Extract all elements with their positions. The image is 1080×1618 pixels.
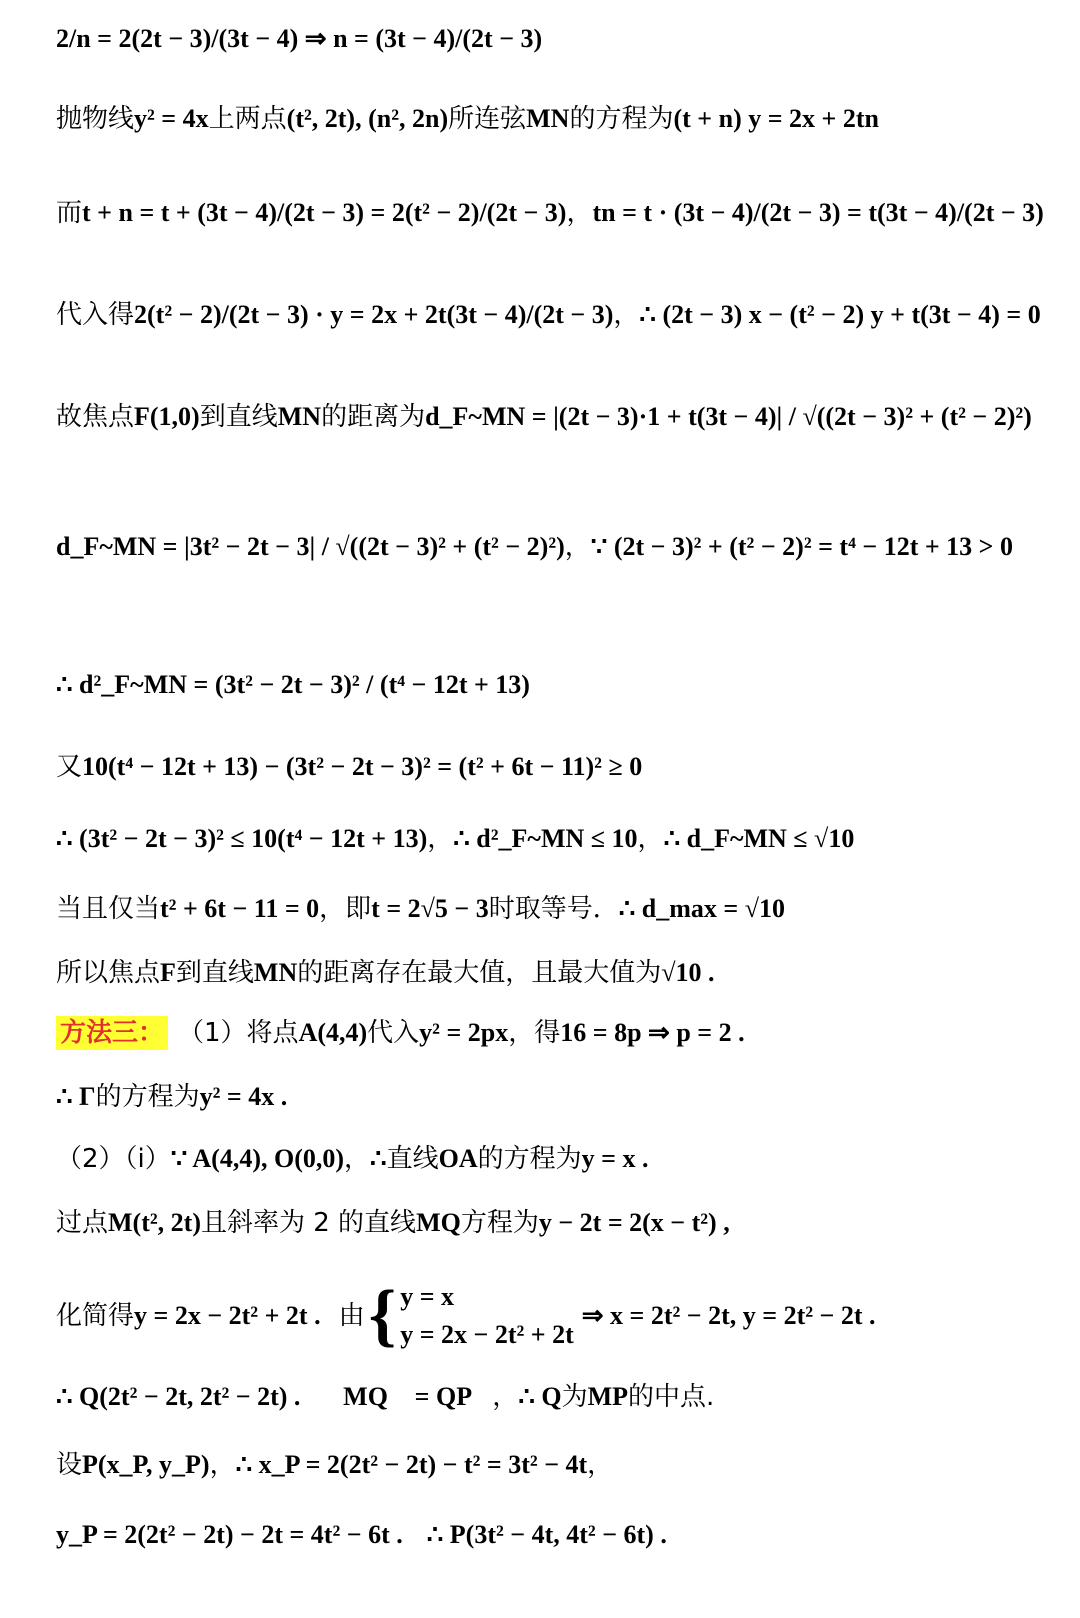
text: ， bbox=[427, 824, 454, 854]
math: ∴ x_P = 2(2t² − 2t) − t² = 3t² − 4t bbox=[235, 1450, 588, 1479]
text: 又 bbox=[56, 752, 83, 782]
math: OA bbox=[438, 1144, 478, 1173]
text: 故焦点 bbox=[56, 402, 135, 432]
text: ， bbox=[492, 1382, 519, 1412]
math: ∴ Γ bbox=[56, 1082, 96, 1111]
text: 到直线 bbox=[175, 958, 254, 988]
text: 为 bbox=[561, 1382, 588, 1412]
text: 化简得 bbox=[56, 1301, 135, 1331]
text: ，即 bbox=[319, 894, 372, 924]
text: （1）将点 bbox=[178, 1018, 299, 1048]
text: 抛物线 bbox=[56, 104, 135, 134]
math: 10(t⁴ − 12t + 13) − (3t² − 2t − 3)² = (t² + 6t − 11)² ≥ 0 bbox=[82, 752, 643, 781]
math: MN bbox=[526, 104, 570, 133]
text: 且斜率为 2 的直线 bbox=[200, 1208, 417, 1238]
text: 的距离为 bbox=[321, 402, 426, 432]
text: 代入得 bbox=[56, 300, 135, 330]
math: tn = t · (3t − 4)/(2t − 3) = t(3t − 4)/(2t − 3) bbox=[592, 198, 1044, 227]
text: ， bbox=[564, 532, 591, 562]
math: MP bbox=[587, 1382, 629, 1411]
math: F bbox=[160, 958, 176, 987]
line-13 bbox=[56, 1080, 1060, 1114]
math: ∴ Q bbox=[518, 1382, 562, 1411]
text: ， bbox=[587, 1450, 614, 1480]
math: ∴ d²_F~MN = (3t² − 2t − 3)² / (t⁴ − 12t + 13) bbox=[56, 670, 530, 699]
text: 的距离存在最大值，且最大值为 bbox=[297, 958, 662, 988]
text: 的方程为 bbox=[477, 1144, 582, 1174]
math: y_P = 2(2t² − 2t) − 2t = 4t² − 6t . bbox=[56, 1520, 403, 1549]
line-7 bbox=[56, 668, 1060, 702]
text: 代入 bbox=[367, 1018, 420, 1048]
text: ，得 bbox=[508, 1018, 561, 1048]
math: t² + 6t − 11 = 0 bbox=[160, 894, 320, 923]
text: 到直线 bbox=[199, 402, 278, 432]
math: d_F~MN = |(2t − 3)·1 + t(3t − 4)| / √((2t − 3)² + (t² − 2)²) bbox=[425, 402, 1032, 431]
line-6 bbox=[56, 530, 1060, 564]
math: ∴ Q(2t² − 2t, 2t² − 2t) . bbox=[56, 1382, 301, 1411]
line-5 bbox=[56, 400, 1060, 434]
math: ∴ d_max = √10 bbox=[618, 894, 785, 923]
text: 当且仅当 bbox=[56, 894, 161, 924]
math: F(1,0) bbox=[134, 402, 200, 431]
line-9 bbox=[56, 822, 1060, 856]
text: 时取等号． bbox=[488, 894, 619, 924]
system-row-1: y = x bbox=[400, 1282, 455, 1311]
text: 直线 bbox=[386, 1144, 439, 1174]
math: M(t², 2t) bbox=[108, 1208, 201, 1237]
equation: 2/n = 2(2t − 3)/(3t − 4) ⇒ n = (3t − 4)/(2t − 3) bbox=[56, 24, 543, 53]
math: ∵ (2t − 3)² + (t² − 2)² = t⁴ − 12t + 13 > 0 bbox=[590, 532, 1013, 561]
text: 上两点 bbox=[208, 104, 287, 134]
math: ∵ A(4,4), O(0,0) bbox=[170, 1144, 345, 1173]
line-4 bbox=[56, 298, 1060, 332]
math: ⇒ x = 2t² − 2t, y = 2t² − 2t . bbox=[581, 1301, 876, 1330]
math: d_F~MN = |3t² − 2t − 3| / √((2t − 3)² + (t² − 2)²) bbox=[56, 532, 565, 561]
text: 所连弦 bbox=[448, 104, 527, 134]
math: ∴ d²_F~MN ≤ 10 bbox=[453, 824, 638, 853]
line-19 bbox=[56, 1518, 1060, 1552]
text: 方程为 bbox=[460, 1208, 539, 1238]
text: （2）（i） bbox=[56, 1144, 171, 1174]
math: y² = 2px bbox=[419, 1018, 509, 1047]
math: (t², 2t), (n², 2n) bbox=[286, 104, 449, 133]
math: A(4,4) bbox=[298, 1018, 368, 1047]
line-1 bbox=[56, 22, 1060, 56]
math: ∴ P(3t² − 4t, 4t² − 6t) . bbox=[426, 1520, 667, 1549]
math: y = x . bbox=[581, 1144, 649, 1173]
math: MN bbox=[277, 402, 322, 431]
math: t = 2√5 − 3 bbox=[371, 894, 489, 923]
line-15 bbox=[56, 1206, 1060, 1240]
system-row-2: y = 2x − 2t² + 2t bbox=[400, 1320, 574, 1349]
math: ∴ d_F~MN ≤ √10 bbox=[663, 824, 855, 853]
text: 由 bbox=[338, 1301, 365, 1331]
line-11 bbox=[56, 956, 1060, 990]
line-17 bbox=[56, 1380, 1060, 1414]
equation-system bbox=[365, 1278, 574, 1354]
line-3 bbox=[56, 196, 1060, 230]
line-8 bbox=[56, 750, 1060, 784]
text: ， bbox=[566, 198, 593, 228]
math: ∴ (2t − 3) x − (t² − 2) y + t(3t − 4) = 0 bbox=[639, 300, 1041, 329]
text: 过点 bbox=[56, 1208, 109, 1238]
system-rows bbox=[400, 1278, 574, 1354]
line-12 bbox=[56, 1016, 1060, 1050]
text: 设 bbox=[56, 1450, 83, 1480]
line-16 bbox=[56, 1276, 1060, 1356]
text: ， bbox=[344, 1144, 371, 1174]
math: ∴ bbox=[370, 1144, 387, 1173]
text: 而 bbox=[56, 198, 83, 228]
line-2 bbox=[56, 102, 1060, 136]
math: y = 2x − 2t² + 2t . bbox=[134, 1301, 321, 1330]
method-three-label: 方法三： bbox=[56, 1016, 168, 1050]
text: ， bbox=[613, 300, 640, 330]
math: MQ bbox=[416, 1208, 461, 1237]
left-brace: { bbox=[368, 1277, 397, 1354]
text: 的方程为 bbox=[569, 104, 674, 134]
math: y² = 4x bbox=[134, 104, 209, 133]
line-18 bbox=[56, 1448, 1060, 1482]
math: ∴ (3t² − 2t − 3)² ≤ 10(t⁴ − 12t + 13) bbox=[56, 824, 428, 853]
math: 2(t² − 2)/(2t − 3) · y = 2x + 2t(3t − 4)/(2t − 3) bbox=[134, 300, 614, 329]
text: 所以焦点 bbox=[56, 958, 161, 988]
math: MN bbox=[253, 958, 298, 987]
math: P(x_P, y_P) bbox=[82, 1450, 210, 1479]
math: 16 = 8p ⇒ p = 2 . bbox=[560, 1018, 745, 1047]
text: 的方程为 bbox=[95, 1082, 200, 1112]
math: (t + n) y = 2x + 2tn bbox=[673, 104, 879, 133]
text: ， bbox=[209, 1450, 236, 1480]
math: y − 2t = 2(x − t²) , bbox=[538, 1208, 730, 1237]
math: y² = 4x . bbox=[199, 1082, 288, 1111]
math: √10 . bbox=[661, 958, 715, 987]
text: 的中点. bbox=[628, 1382, 715, 1412]
math: t + n = t + (3t − 4)/(2t − 3) = 2(t² − 2)/(2t − 3) bbox=[82, 198, 567, 227]
line-14 bbox=[56, 1142, 1060, 1176]
text: ， bbox=[637, 824, 664, 854]
line-10 bbox=[56, 892, 1060, 926]
math: ∵ MQ⃗ = QP⃗ bbox=[316, 1382, 493, 1411]
